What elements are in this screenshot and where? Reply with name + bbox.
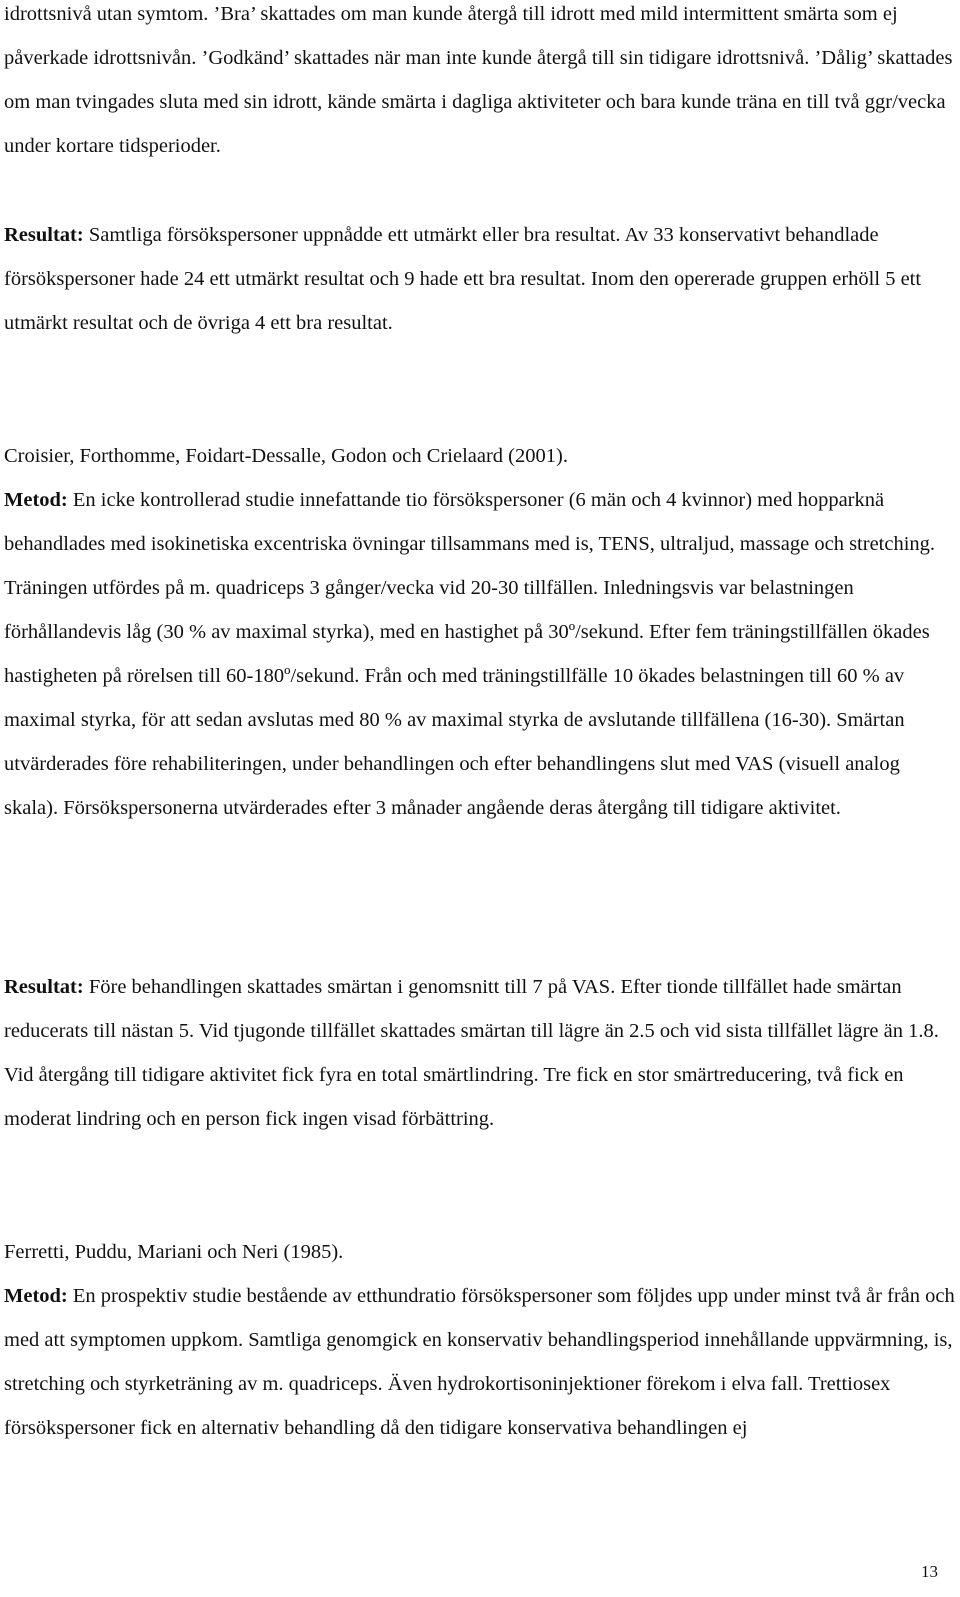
page-number: 13 bbox=[921, 1562, 938, 1581]
intro-text: idrottsnivå utan symtom. ’Bra’ skattades om man kunde återgå till idrott med mild intermittent smärta som ej påverkade idrottsnivån. ’Godkänd’ skattades när man inte kunde återgå till sin tidigare idrottsnivå. ’Dålig’ skattades om man tvingades sluta med sin idrott, kände smärta i dagliga aktiviteter och bara kunde träna en till två ggr/vecka under kortare tidsperioder. bbox=[4, 3, 953, 157]
reference-text-3: Ferretti, Puddu, Mariani och Neri (1985). bbox=[4, 1241, 344, 1263]
result-text-1: Samtliga försökspersoner uppnådde ett utmärkt eller bra resultat. Av 33 konservativt behandlade försökspersoner hade 24 ett utmärkt resultat och 9 hade ett bra resultat. Inom den opererade gruppen erhöll 5 ett utmärkt resultat och de övriga 4 ett bra resultat. bbox=[4, 224, 922, 334]
reference-ferretti bbox=[4, 1230, 956, 1274]
method-label-3: Metod: bbox=[4, 1285, 68, 1307]
method-label-2: Metod: bbox=[4, 489, 68, 511]
method-text-2: En icke kontrollerad studie innefattande tio försökspersoner (6 män och 4 kvinnor) med hopparknä behandlades med isokinetiska excentriska övningar tillsammans med is, TENS, ultraljud, massage och stretching. Träningen utfördes på m. quadriceps 3 gånger/vecka vid 20-30 tillfällen. Inledningsvis var belastningen förhållandevis låg (30 % av maximal styrka), med en hastighet på 30º/sekund. Efter fem träningstillfällen ökades hastigheten på rörelsen till 60-180º/sekund. Från och med träningstillfälle 10 ökades belastningen till 60 % av maximal styrka, för att sedan avslutas med 80 % av maximal styrka de avslutande tillfällena (16-30). Smärtan utvärderades före rehabiliteringen, under behandlingen och efter behandlingens slut med VAS (visuell analog skala). Försökspersonerna utvärderades efter 3 månader angående deras återgång till tidigare aktivitet. bbox=[4, 489, 936, 819]
result-text-2: Före behandlingen skattades smärtan i genomsnitt till 7 på VAS. Efter tionde tillfället hade smärtan reducerats till nästan 5. Vid tjugonde tillfället skattades smärtan till lägre än 2.5 och vid sista tillfället lägre än 1.8. Vid återgång till tidigare aktivitet fick fyra en total smärtlindring. Tre fick en stor smärtreducering, två fick en moderat lindring och en person fick ingen visad förbättring. bbox=[4, 976, 939, 1130]
result-label-2: Resultat: bbox=[4, 976, 84, 998]
reference-croisier bbox=[4, 434, 956, 478]
method-paragraph-2 bbox=[4, 478, 956, 830]
method-text-3: En prospektiv studie bestående av etthundratio försökspersoner som följdes upp under minst två år från och med att symptomen uppkom. Samtliga genomgick en konservativ behandlingsperiod innehållande uppvärmning, is, stretching och styrketräning av m. quadriceps. Även hydrokortisoninjektioner förekom i elva fall. Trettiosex försökspersoner fick en alternativ behandling då den tidigare konservativa behandlingen ej bbox=[4, 1285, 955, 1439]
method-paragraph-3 bbox=[4, 1274, 956, 1450]
result-label-1: Resultat: bbox=[4, 224, 84, 246]
result-paragraph-2 bbox=[4, 965, 956, 1141]
reference-text-2: Croisier, Forthomme, Foidart-Dessalle, Godon och Crielaard (2001). bbox=[4, 445, 568, 467]
result-paragraph-1 bbox=[4, 213, 956, 345]
intro-paragraph bbox=[4, 0, 956, 168]
